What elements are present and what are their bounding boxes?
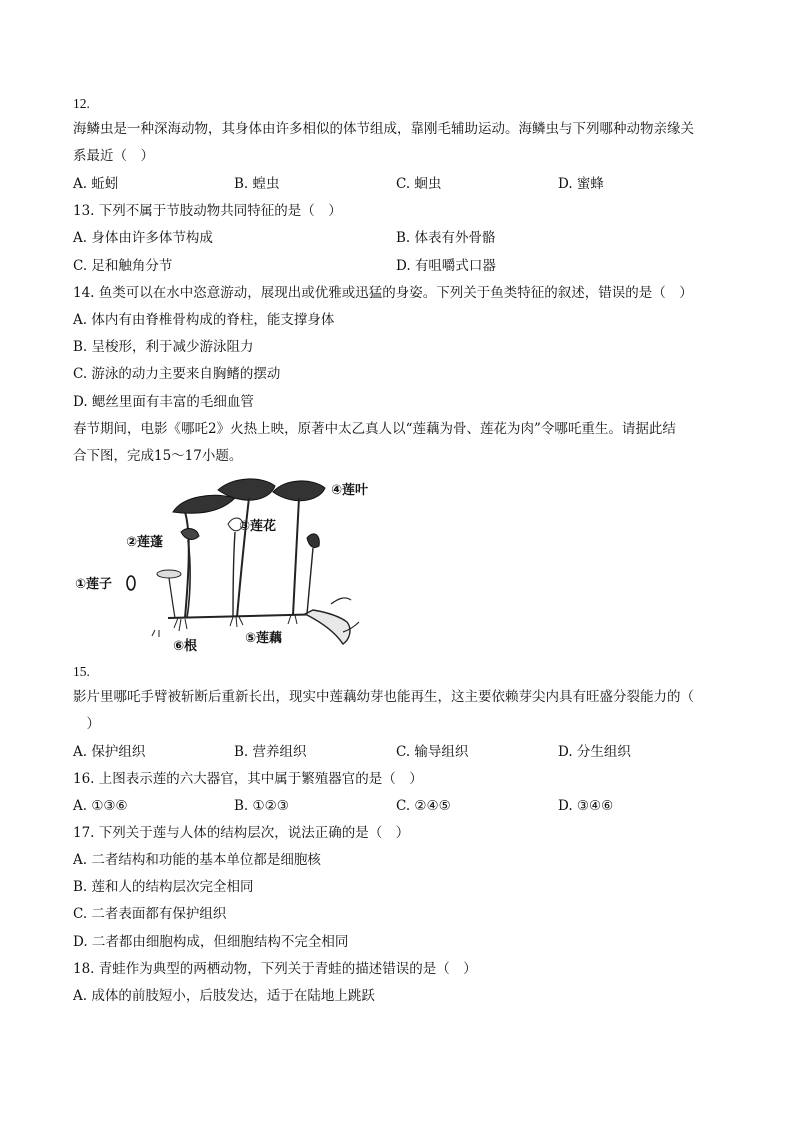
q17-option-a: A. 二者结构和功能的基本单位都是细胞核 [73,852,321,868]
q13-option-b: B. 体表有外骨骼 [396,230,496,246]
q12-option-a: A. 蚯蚓 [73,176,119,192]
intro-line1: 春节期间，电影《哪吒2》火热上映，原著中太乙真人以“莲藕为骨、莲花为肉”令哪吒重生。请据此结 [73,421,676,437]
q14-option-b: B. 呈梭形，利于减少游泳阻力 [73,339,254,355]
q12-stem-line2: 系最近（ ） [73,148,154,164]
q16-option-d: D. ③④⑥ [558,798,614,814]
q15-option-a: A. 保护组织 [73,744,146,760]
q16-stem: 16. 上图表示莲的六大器官，其中属于繁殖器官的是（ ） [73,771,423,787]
q17-option-c: C. 二者表面都有保护组织 [73,906,227,922]
label-lotus-flower: ③莲花 [239,519,277,534]
q16-option-b: B. ①②③ [234,798,289,814]
lotus-diagram [73,472,373,662]
rhizome-line [168,614,328,618]
q12-number: 12. [73,96,90,111]
q15-option-c: C. 输导组织 [396,744,469,760]
q15-stem-line2: ） [73,716,100,732]
q17-stem: 17. 下列关于莲与人体的结构层次，说法正确的是（ ） [73,825,410,841]
label-lotus-seedpod: ②莲蓬 [126,535,164,550]
lotus-bud-right [307,534,319,548]
q13-stem: 13. 下列不属于节肢动物共同特征的是（ ） [73,203,342,219]
lotus-leaf-right [273,481,325,501]
q14-stem: 14. 鱼类可以在水中恣意游动，展现出或优雅或迅猛的身姿。下列关于鱼类特征的叙述，错误的是（ ） [73,285,693,301]
q16-option-a: A. ①③⑥ [73,798,128,814]
q13-option-a: A. 身体由许多体节构成 [73,230,213,246]
q15-number: 15. [73,664,90,679]
lotus-root-shape [305,610,350,644]
lotus-seed [127,576,135,590]
intro-line2: 合下图，完成15～17小题。 [73,448,243,464]
lotus-leaf-left [173,495,235,513]
q17-option-b: B. 莲和人的结构层次完全相同 [73,879,254,895]
q13-option-c: C. 足和触角分节 [73,258,173,274]
q15-option-d: D. 分生组织 [558,744,631,760]
q12-stem-line1: 海鳞虫是一种深海动物，其身体由许多相似的体节组成，靠刚毛辅助运动。海鳞虫与下列哪种动物亲缘关 [73,121,694,137]
label-lotus-rhizome: ⑤莲藕 [245,631,283,646]
q12-option-b: B. 蝗虫 [234,176,280,192]
q12-option-d: D. 蜜蜂 [558,176,604,192]
q17-option-d: D. 二者都由细胞构成，但细胞结构不完全相同 [73,934,349,950]
label-lotus-root: ⑥根 [173,639,198,654]
q13-option-d: D. 有咀嚼式口器 [396,258,496,274]
lotus-seed-disk [157,570,181,578]
label-lotus-leaf: ④莲叶 [331,483,369,498]
q14-option-a: A. 体内有由脊椎骨构成的脊柱，能支撑身体 [73,312,335,328]
q12-option-c: C. 蛔虫 [396,176,442,192]
q15-stem-line1: 影片里哪吒手臂被斩断后重新长出，现实中莲藕幼芽也能再生，这主要依赖芽尖内具有旺盛分裂能力的（ [73,689,694,705]
q18-stem: 18. 青蛙作为典型的两栖动物，下列关于青蛙的描述错误的是（ ） [73,961,477,977]
label-lotus-seed: ①莲子 [75,577,113,592]
q15-option-b: B. 营养组织 [234,744,307,760]
lotus-root-tip [331,598,351,604]
q14-option-c: C. 游泳的动力主要来自胸鳍的摆动 [73,366,281,382]
q16-option-c: C. ②④⑤ [396,798,451,814]
q14-option-d: D. 鳃丝里面有丰富的毛细血管 [73,394,254,410]
q18-option-a: A. 成体的前肢短小，后肢发达，适于在陆地上跳跃 [73,988,375,1004]
lotus-seedpod [181,529,199,540]
